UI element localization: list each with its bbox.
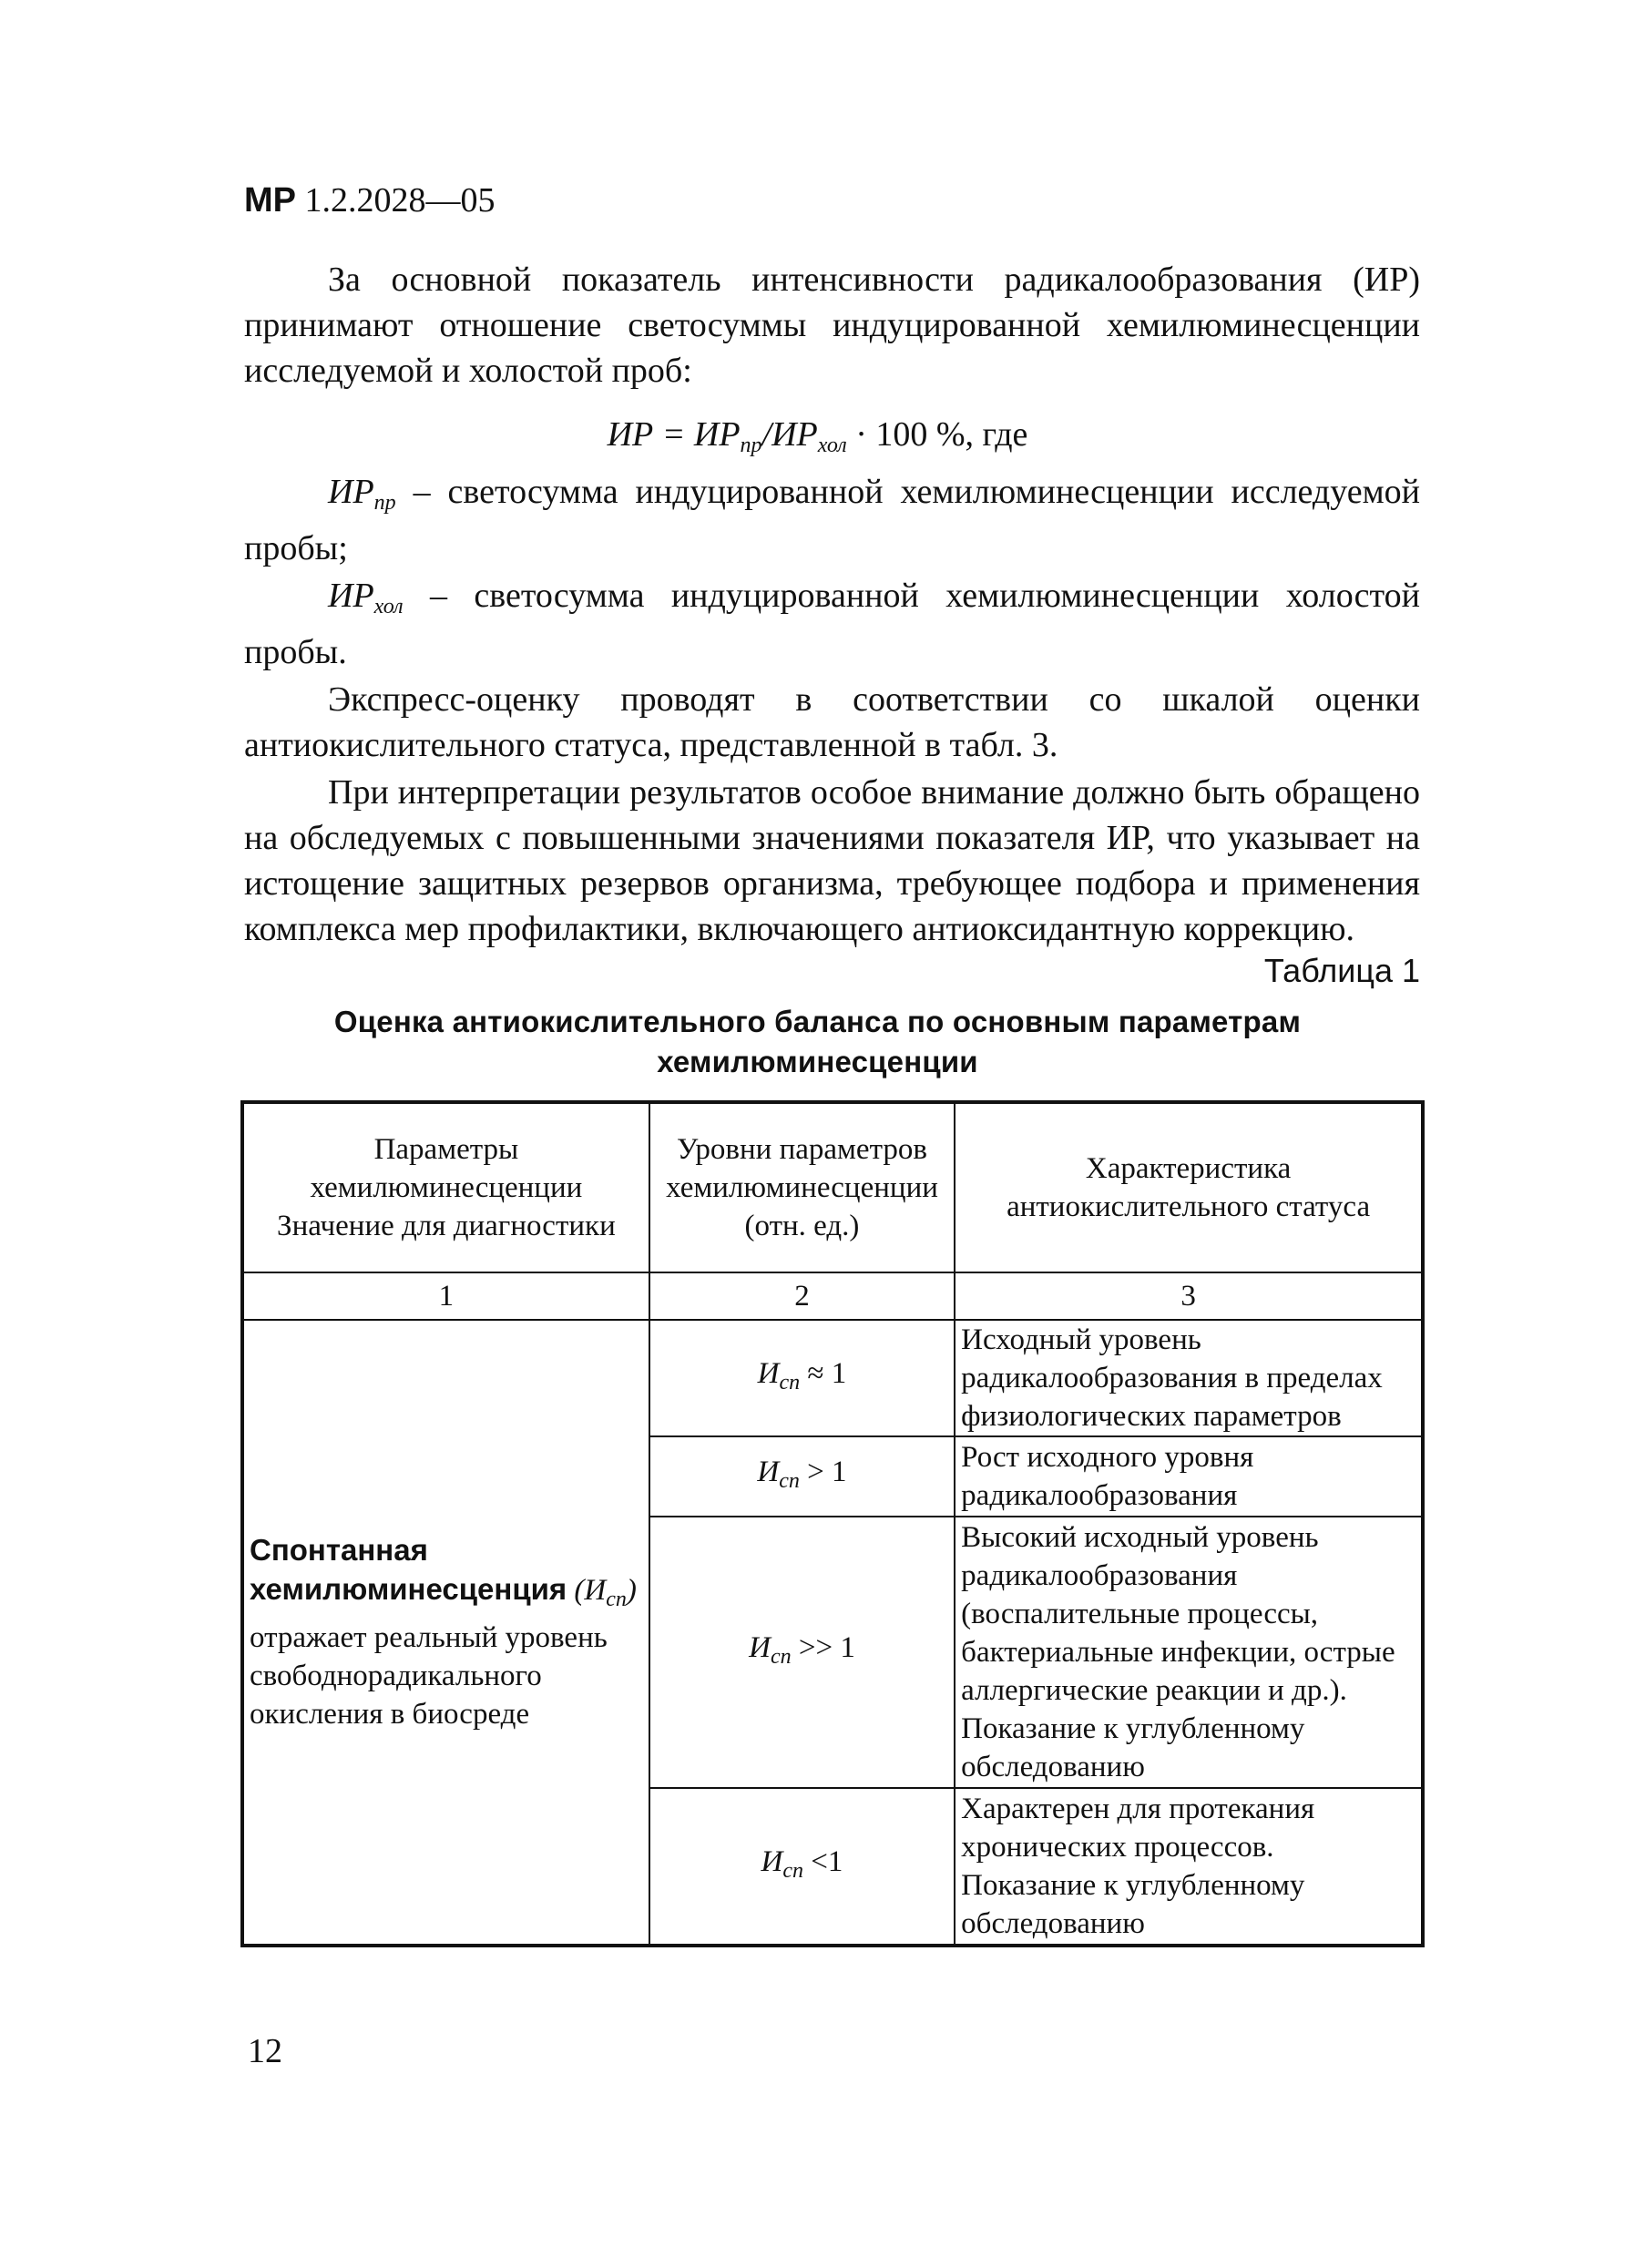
parameter-cell: Спонтанная хемилюминесценция $(И_{сп})$ отражает реальный уровень свободнорадикального окисления в биосреде	[242, 1320, 649, 1946]
formula-sub-pr: пр	[740, 434, 762, 457]
table-number: Таблица 1	[1263, 952, 1420, 989]
antioxidant-balance-table	[240, 1100, 1425, 1947]
characteristic-cell: Исходный уровень радикалообразования в пределах физиологических параметров	[955, 1320, 1423, 1436]
formula-sub-hol: хол	[817, 434, 847, 457]
parameter-symbol: И	[584, 1574, 607, 1607]
def-symbol-sub: хол	[373, 595, 404, 618]
formula-rhs: · 100 %, где	[846, 415, 1028, 454]
document-code	[244, 180, 496, 220]
def-text: – светосумма индуцированной хемилюминесценции холостой пробы.	[244, 577, 1420, 671]
ir-formula	[0, 414, 1635, 458]
definitions-block	[244, 469, 1420, 952]
def-symbol-sub: пр	[373, 491, 396, 515]
table-row	[242, 1320, 1423, 1436]
characteristic-cell: Высокий исходный уровень радикалообразования (воспалительные процессы, бактериальные инфекции, острые аллергические реакции и др.). Показание к углубленному обследованию	[955, 1517, 1423, 1788]
page-number: 12	[248, 2032, 282, 2070]
paragraph-interpretation: При интерпретации результатов особое внимание должно быть обращено на обследуемых с повышенными значениями показателя ИР, что указывает на истощение защитных резервов организма, требующее подбора и применения комплекса мер профилактики, включающего антиоксидантную коррекцию.	[244, 773, 1420, 948]
document-code-number: 1.2.2028—05	[304, 181, 496, 220]
definition-ir-hol	[244, 573, 1420, 675]
table-header-row	[242, 1102, 1423, 1272]
column-number: 1	[242, 1272, 649, 1320]
def-text: – светосумма индуцированной хемилюминесценции исследуемой пробы;	[244, 473, 1420, 567]
paragraph-ir-definition: За основной показатель интенсивности радикалообразования (ИР) принимают отношение светосуммы индуцированной хемилюминесценции исследуемой и холостой проб:	[244, 261, 1420, 390]
parameter-symbol-sub: сп	[606, 1588, 627, 1611]
paragraph-express-assessment: Экспресс-оценку проводят в соответствии со шкалой оценки антиокислительного статуса, представленной в табл. 3.	[244, 680, 1420, 764]
column-number: 3	[955, 1272, 1423, 1320]
header-characteristic: Характеристика антиокислительного статуса	[955, 1102, 1423, 1272]
formula-lhs: ИР = ИР	[607, 415, 741, 454]
document-code-prefix: МР	[244, 181, 296, 220]
table-title	[0, 1002, 1635, 1082]
column-number: 2	[649, 1272, 955, 1320]
level-cell: $И_{сп} \approx 1$	[649, 1320, 955, 1436]
column-number-row	[242, 1272, 1423, 1320]
intro-paragraph	[244, 257, 1420, 393]
parameter-name: Спонтанная хемилюминесценция	[250, 1533, 567, 1606]
level-cell: $И_{сп} > 1$	[649, 1436, 955, 1517]
characteristic-cell: Рост исходного уровня радикалообразования	[955, 1436, 1423, 1517]
def-symbol: ИР	[328, 473, 374, 511]
table-title-line-1: Оценка антиокислительного баланса по основным параметрам	[333, 1005, 1302, 1038]
characteristic-cell: Характерен для протекания хронических процессов. Показание к углубленному обследованию	[955, 1788, 1423, 1946]
formula-mid: /ИР	[761, 415, 818, 454]
def-symbol: ИР	[328, 577, 374, 615]
definition-ir-pr	[244, 469, 1420, 571]
parameter-description: отражает реальный уровень свободнорадикального окисления в биосреде	[250, 1621, 608, 1731]
level-cell: $И_{сп} >> 1$	[649, 1517, 955, 1788]
level-cell: $И_{сп} <1$	[649, 1788, 955, 1946]
header-parameters: Параметры хемилюминесценции Значение для диагностики	[242, 1102, 649, 1272]
header-levels: Уровни параметров хемилюминесценции (отн. ед.)	[649, 1102, 955, 1272]
table-title-line-2: хемилюминесценции	[657, 1045, 978, 1078]
